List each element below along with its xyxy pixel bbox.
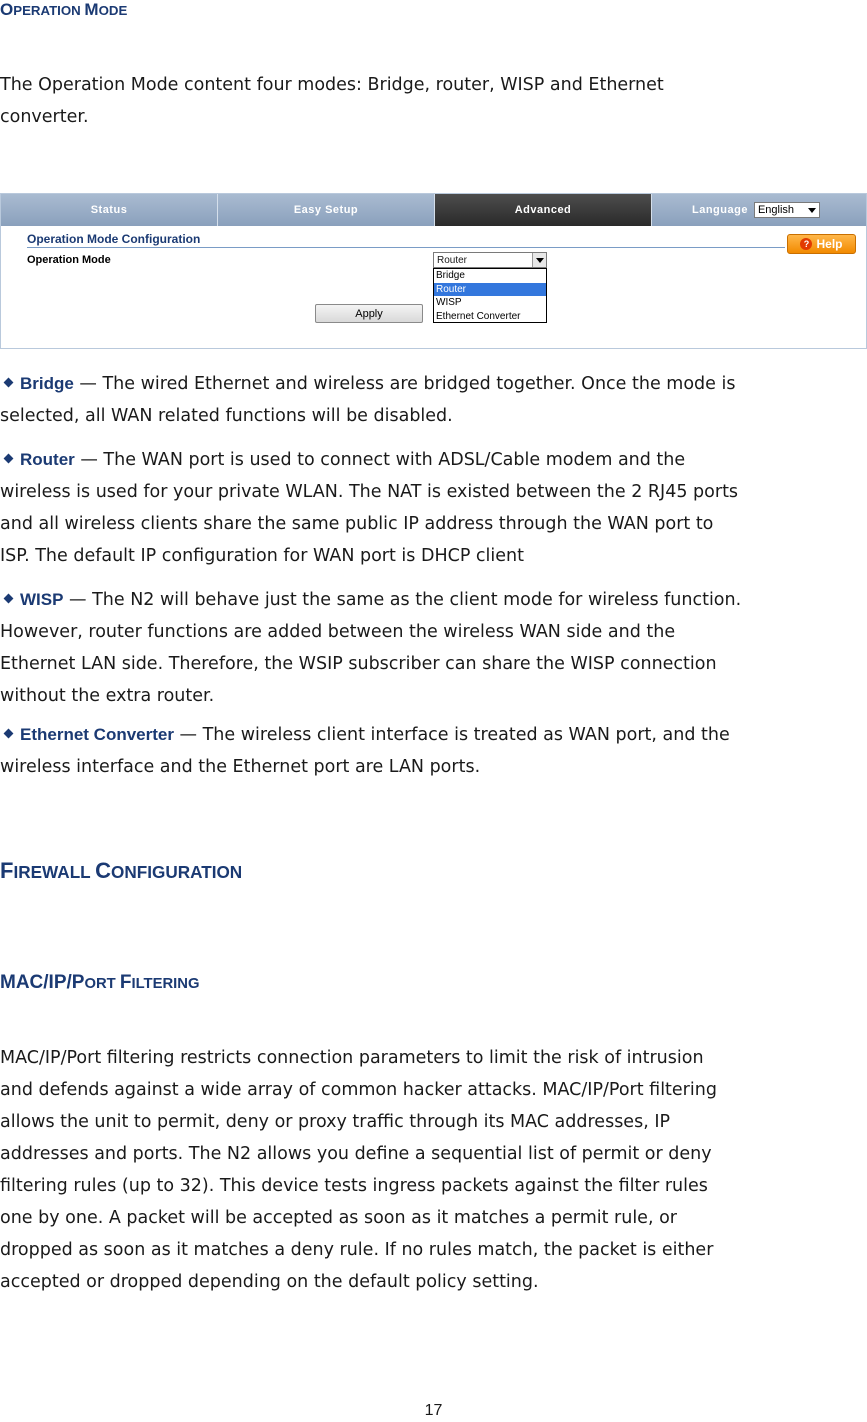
option-bridge[interactable]: Bridge [436,270,465,281]
operation-mode-label: Operation Mode [27,254,111,266]
language-label: Language [692,204,748,216]
top-nav [1,194,866,226]
panel-divider [27,247,785,248]
chevron-down-icon [808,208,816,213]
option-router[interactable]: Router [434,283,546,297]
mac-ip-port-filtering-heading: MAC/IP/PORT FILTERING [0,972,200,993]
mode-ethernet-converter: Ethernet Converter — The wireless client interface is treated as WAN port, and the wireless interface and the Ethernet port are LAN ports. [0,725,730,777]
mode-wisp: WISP — The N2 will behave just the same as the client mode for wireless function. However, router functions are added between the wireless WAN side and the Ethernet LAN side. Therefore, the WSIP subscriber can share the WISP connection without the extra router. [0,590,742,706]
tab-advanced[interactable]: Advanced [435,194,652,226]
diamond-bullet-icon [4,729,14,739]
help-button[interactable]: ? Help [787,234,856,254]
language-area [652,194,866,226]
diamond-bullet-icon [4,594,14,604]
mode-router: Router — The WAN port is used to connect with ADSL/Cable modem and the wireless is used for your private WLAN. The NAT is existed between the 2 RJ45 ports and all wireless clients share the same public IP address through the WAN port to ISP. The default IP configuration for WAN port is DHCP client [0,450,739,566]
operation-mode-intro: The Operation Mode content four modes: Bridge, router, WISP and Ethernet converter. [0,75,664,127]
option-ethernet-converter[interactable]: Ethernet Converter [436,310,521,322]
diamond-bullet-icon [4,378,14,388]
firewall-configuration-heading: FIREWALL CONFIGURATION [0,858,243,883]
router-config-screenshot [0,193,867,349]
panel-title: Operation Mode Configuration [27,232,201,246]
operation-mode-heading: OPERATION MODE [0,0,128,19]
operation-mode-options [433,268,547,323]
operation-mode-select[interactable]: Router [433,252,547,268]
mode-bridge: Bridge — The wired Ethernet and wireless are bridged together. Once the mode is selected, all WAN related functions will be disabled. [0,374,736,426]
diamond-bullet-icon [4,454,14,464]
chevron-down-icon [536,258,544,263]
apply-button[interactable]: Apply [315,304,423,323]
tab-easy-setup[interactable]: Easy Setup [218,194,435,226]
help-icon: ? [800,238,812,250]
mac-filter-description: MAC/IP/Port filtering restricts connection parameters to limit the risk of intrusion and defends against a wide array of common hacker attacks. MAC/IP/Port filtering allows the unit to permit, deny or proxy traffic through its MAC addresses, IP addresses and ports. The N2 allows you define a sequential list of permit or deny filtering rules (up to 32). This device tests ingress packets against the filter rules one by one. A packet will be accepted as soon as it matches a permit rule, or dropped as soon as it matches a deny rule. If no rules match, the packet is either accepted or dropped depending on the default policy setting. [0,1048,717,1292]
operation-mode-panel [27,230,865,346]
page-number: 17 [424,1402,443,1419]
language-select[interactable]: English [754,202,820,218]
dropdown-arrow[interactable] [532,253,546,267]
option-wisp[interactable]: WISP [436,297,462,308]
tab-status[interactable]: Status [1,194,218,226]
